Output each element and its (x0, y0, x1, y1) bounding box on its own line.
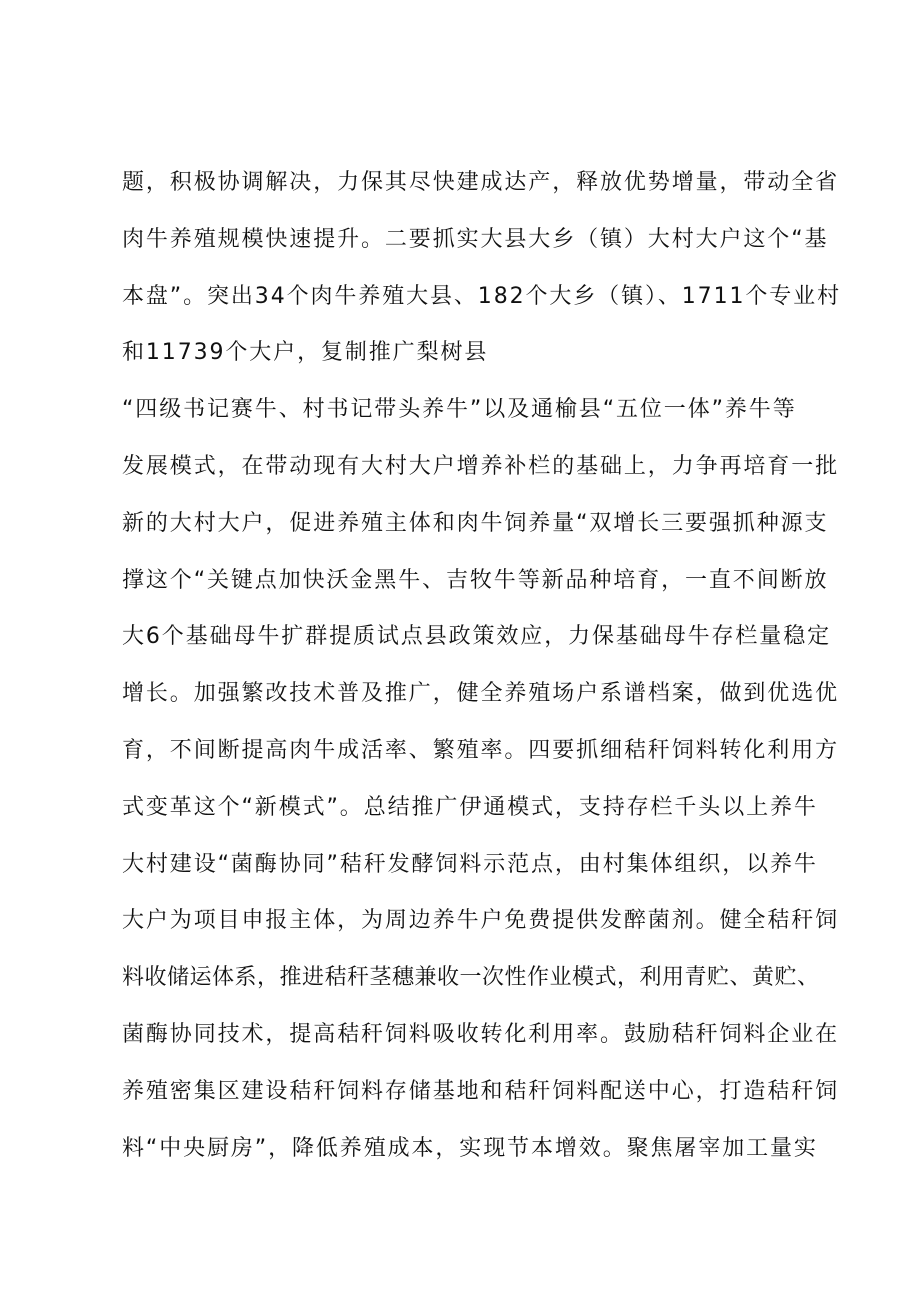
text-line: 发展模式，在带动现有大村大户增养补栏的基础上，力争再培育一批 (122, 453, 840, 479)
text-line: 肉牛养殖规模快速提升。二要抓实大县大乡（镇）大村大户这个“基 (122, 226, 829, 252)
text-line: 大户为项目申报主体，为周边养牛户免费提供发醉菌剂。健全秸秆饲 (122, 908, 840, 934)
text-line: 新的大村大户，促进养殖主体和肉牛饲养量“双增长三要强抓种源支 (122, 510, 829, 536)
text-line: “四级书记赛牛、村书记带头养牛”以及通榆县“五位一体”养牛等 (122, 397, 797, 423)
text-line: 式变革这个“新模式”。总结推广伊通模式，支持存栏千头以上养牛 (122, 794, 818, 820)
text-line: 题，积极协调解决，力保其尽快建成达产，释放优势增量，带动全省 (122, 170, 840, 195)
text-line: 本盘”。突出34个肉牛养殖大县、182个大乡（镇）、1711个专业村 (122, 283, 841, 309)
text-line: 料收储运体系，推进秸秆茎穗兼收一次性作业模式，利用青贮、黄贮、 (122, 965, 820, 991)
body-text (122, 155, 842, 1177)
text-line: 养殖密集区建设秸秆饲料存储基地和秸秆饲料配送中心，打造秸秆饲 (122, 1078, 840, 1104)
text-line: 料“中央厨房”，降低养殖成本，实现节本增效。聚焦屠宰加工量实 (122, 1135, 818, 1161)
text-line: 育，不间断提高肉牛成活率、繁殖率。四要抓细秸秆饲料转化利用方 (122, 737, 840, 763)
text-line: 增长。加强繁改技术普及推广，健全养殖场户系谱档案，做到优选优 (122, 681, 840, 707)
text-line: 大村建设“菌酶协同”秸秆发酵饲料示范点，由村集体组织，以养牛 (122, 851, 818, 877)
text-line: 大6个基础母牛扩群提质试点县政策效应，力保基础母牛存栏量稳定 (122, 624, 831, 650)
text-line: 菌酶协同技术，提高秸秆饲料吸收转化利用率。鼓励秸秆饲料企业在 (122, 1021, 840, 1047)
text-line: 撑这个“关键点加快沃金黑牛、吉牧牛等新品种培育，一直不间断放 (122, 567, 829, 593)
text-line: 和11739个大户，复制推广梨树县 (122, 340, 489, 366)
